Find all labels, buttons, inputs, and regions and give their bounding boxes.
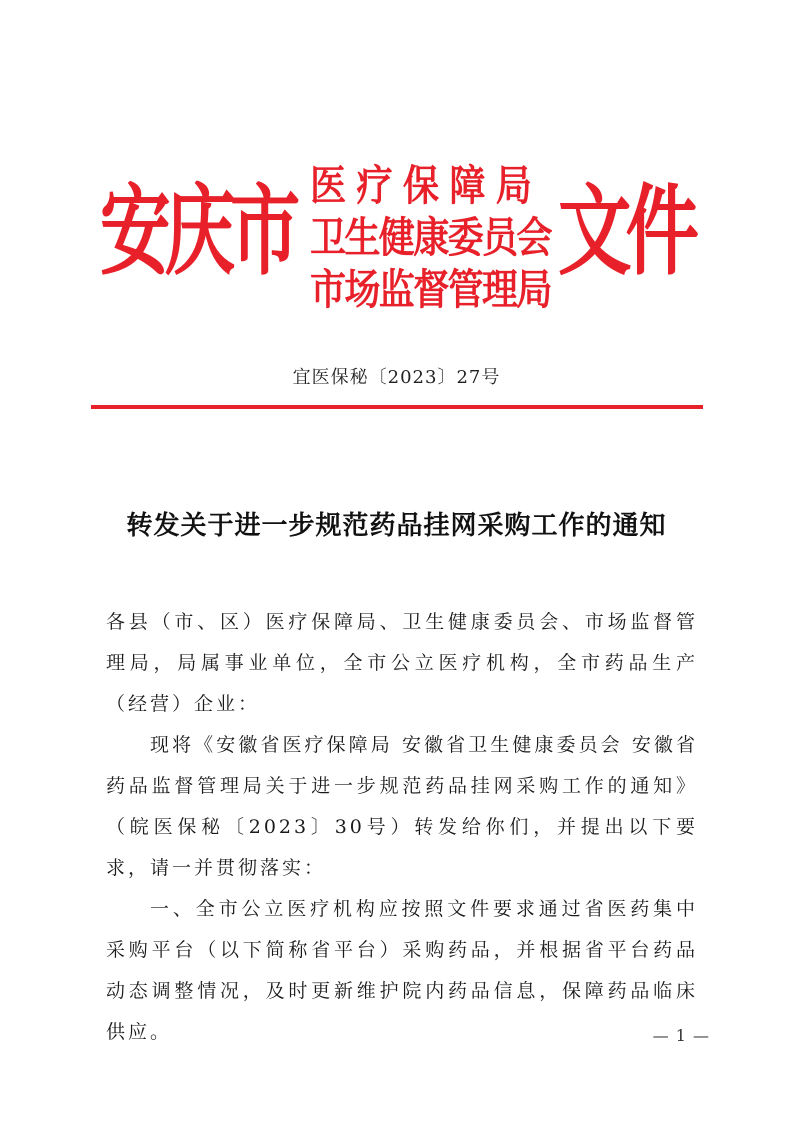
body-paragraph: 一、全市公立医疗机构应按照文件要求通过省医药集中采购平台（以下简称省平台）采购药品，并根据省平台药品动态调整情况，及时更新维护院内药品信息，保障药品临床供应。 [106, 898, 698, 1043]
red-divider-rule [91, 405, 703, 409]
page-number: — 1 — [652, 1026, 710, 1045]
document-body [106, 602, 698, 1053]
document-title: 转发关于进一步规范药品挂网采购工作的通知 [126, 511, 667, 541]
body-paragraph: 现将《安徽省医疗保障局 安徽省卫生健康委员会 安徽省药品监督管理局关于进一步规范药品挂网采购工作的通知》（皖医保秘〔2023〕30号）转发给你们，并提出以下要求，请一并贯彻落实： [106, 734, 698, 879]
document-number: 宜医保秘〔2023〕27号 [292, 367, 501, 388]
masthead-city: 安庆市 [100, 175, 295, 289]
masthead-org-health-commission: 卫生健康委员会 [310, 213, 551, 262]
masthead-organizations [310, 160, 560, 316]
recipients-paragraph: 各县（市、区）医疗保障局、卫生健康委员会、市场监督管理局，局属事业单位，全市公立医疗机构，全市药品生产（经营）企业： [106, 611, 698, 715]
masthead-org-medical-security: 医疗保障局 [310, 161, 543, 210]
masthead-suffix: 文件 [558, 175, 694, 289]
masthead-org-market-supervision: 市场监督管理局 [310, 265, 551, 314]
